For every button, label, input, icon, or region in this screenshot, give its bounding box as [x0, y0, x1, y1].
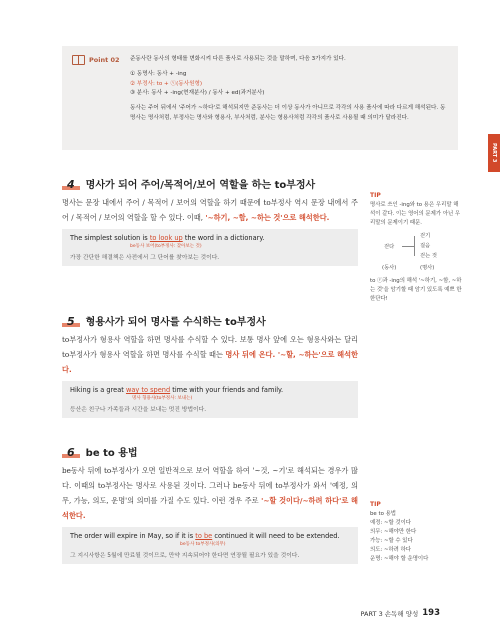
- example-en-highlight: to look up: [149, 234, 183, 242]
- section-6-heading: [62, 444, 358, 459]
- section-4-body-text: 명사는 문장 내에서 주어 / 목적어 / 보어의 역할을 하기 때문에 to부정사 역시 문장 내에서 주어 / 목적어 / 보어의 역할을 할 수 있다. 이때,: [62, 198, 358, 222]
- tip-1: [370, 191, 462, 304]
- diagram-noun-label: (명사): [420, 265, 435, 271]
- section-4-heading: [62, 176, 358, 191]
- section-6-title: be to 용법: [85, 448, 138, 459]
- section-6-body-text: be동사 뒤에 to부정사가 오면 일반적으로 보어 역할을 하여 '~것, ~기'로 해석되는 경우가 많다. 이때의 to부정사는 명사로 사용된 것이다. 그러나 be동사 뒤에 to부정사가 와서 '예정, 의무, 가능, 의도, 운명'의 의미를 가질 수도 있다. 이런 경우 주로: [62, 466, 358, 505]
- section-5-body-text: to부정사가 형용사 역할을 하면 명사를 수식할 수 있다. 보통 명사 앞에 오는 형용사와는 달리 to부정사가 형용사 역할을 하면 명사를 수식할 때는: [62, 335, 358, 359]
- section-4-body-highlight: '~하기, ~함, ~하는 것'으로 해석한다.: [205, 213, 330, 222]
- example-korean: 등산은 친구나 가족들과 시간을 보내는 멋진 방법이다.: [70, 407, 207, 413]
- tip-2: [370, 500, 462, 564]
- tip-1-diagram: [370, 231, 462, 275]
- example-en-part-c: time with your friends and family.: [172, 386, 284, 394]
- example-annotation: 명사 형용사(to부정사: 보내는): [132, 396, 193, 401]
- section-4-body: [62, 195, 358, 225]
- example-en-part-c: continued it will need to be extended.: [214, 532, 340, 540]
- example-annotation: be동사 보어(to부정사: 찾아보는 것): [130, 244, 202, 249]
- point-item-1: ① 동명사: 동사 + -ing: [130, 70, 187, 77]
- section-6-body-highlight: '~할 것이다/~하려 하다'로 해석한다.: [62, 496, 358, 520]
- tip-2-line-5: 의도: ~하려 하다: [370, 547, 412, 553]
- tip-2-line-2: 예정: ~할 것이다: [370, 520, 412, 526]
- tip-2-line-1: be to 용법: [370, 511, 396, 517]
- section-5-body-highlight: 명사 뒤에 온다. '~할, ~하는'으로 해석한다.: [62, 350, 358, 374]
- point-text: [130, 55, 450, 124]
- diagram-noun-3: 걷는 것: [420, 253, 438, 259]
- point-intro: 준동사란 동사의 형태를 변화시켜 다른 품사로 사용되는 것을 말하며, 다음 3가지가 있다.: [130, 56, 346, 62]
- footer-part: PART 3 손독해 양성: [360, 609, 419, 618]
- section-6: [62, 444, 358, 564]
- tip-1-text-2: to ⓥ과 -ing의 해석 '~하기, ~함, ~하는 것'을 암기할 때 암기 있도록 예쁘 한 한단다!: [370, 278, 462, 302]
- section-4-example: [62, 229, 358, 266]
- diagram-verb-label: (동사): [382, 265, 397, 271]
- point-box: [62, 46, 458, 150]
- point-tag: [72, 55, 120, 65]
- section-6-example: [62, 527, 358, 564]
- example-english: [70, 386, 350, 394]
- example-korean: 가장 간단한 해결책은 사전에서 그 단어를 찾아보는 것이다.: [70, 255, 220, 261]
- section-5-title: 형용사가 되어 명사를 수식하는 to부정사: [85, 317, 266, 328]
- section-5: [62, 313, 358, 418]
- example-en-part-a: The simplest solution is: [70, 234, 148, 242]
- page-footer: [361, 608, 440, 618]
- example-english: [70, 234, 350, 242]
- diagram-verb: 걷다: [384, 244, 395, 250]
- tip-2-line-6: 운명: ~해야 할 운명이다: [370, 556, 429, 562]
- tip-1-title: TIP: [370, 192, 381, 199]
- section-5-number: 5: [62, 315, 80, 328]
- diagram-bracket: [414, 236, 415, 256]
- example-en-highlight: way to spend: [125, 386, 171, 394]
- section-5-heading: [62, 313, 358, 328]
- example-english: [70, 532, 350, 540]
- tip-2-line-3: 의무: ~해야만 한다: [370, 529, 417, 535]
- example-korean: 그 지시사항은 5월에 만료될 것이므로, 만약 지속되어야 한다면 연장될 필요가 있을 것이다.: [70, 553, 300, 559]
- point-tag-label: Point 02: [89, 56, 120, 64]
- point-desc: 동사는 주어 뒤에서 '주어가 ~하다'로 해석되지만 준동사는 더 이상 동사가 아니므로 각각의 사용 품사에 따라 다르게 해석된다. 동명사는 명사처럼, 부정사는 명사와 형용사, 부사처럼, 분사는 형용사처럼 각각의 품사로 사용될 때 의미가 달라진다.: [130, 105, 446, 121]
- tip-2-title: TIP: [370, 501, 381, 508]
- example-annotation: be동사 to부정사(의무): [180, 542, 226, 547]
- section-5-body: [62, 332, 358, 377]
- tip-1-text: 명사로 쓰인 -ing와 to 용은 우리말 해석이 같다. 이는 영어의 문제가 아닌 우리말의 문제이기 때문.: [370, 202, 461, 226]
- page-number: 193: [422, 608, 440, 618]
- part-side-tab: PART 3: [488, 134, 500, 172]
- diagram-line: [402, 246, 414, 247]
- section-5-example: [62, 381, 358, 418]
- diagram-noun-1: 걷기: [420, 233, 431, 239]
- section-6-body: [62, 463, 358, 523]
- example-en-part-a: Hiking is a great: [70, 386, 124, 394]
- section-4: [62, 176, 358, 266]
- book-icon: [72, 55, 85, 65]
- example-en-part-a: The order will expire in May, so if it is: [70, 532, 194, 540]
- tip-2-line-4: 가능: ~할 수 있다: [370, 538, 413, 544]
- point-item-2: ② 부정사: to + ⓥ(동사원형): [130, 80, 203, 87]
- example-en-highlight: to be: [195, 532, 213, 540]
- point-item-3: ③ 분사: 동사 + -ing(현재분사) / 동사 + ed(과거분사): [130, 90, 265, 97]
- diagram-noun-2: 걸음: [420, 243, 431, 249]
- section-4-title: 명사가 되어 주어/목적어/보어 역할을 하는 to부정사: [85, 180, 316, 191]
- section-6-number: 6: [62, 446, 80, 459]
- example-en-part-c: the word in a dictionary.: [184, 234, 265, 242]
- section-4-number: 4: [62, 178, 80, 191]
